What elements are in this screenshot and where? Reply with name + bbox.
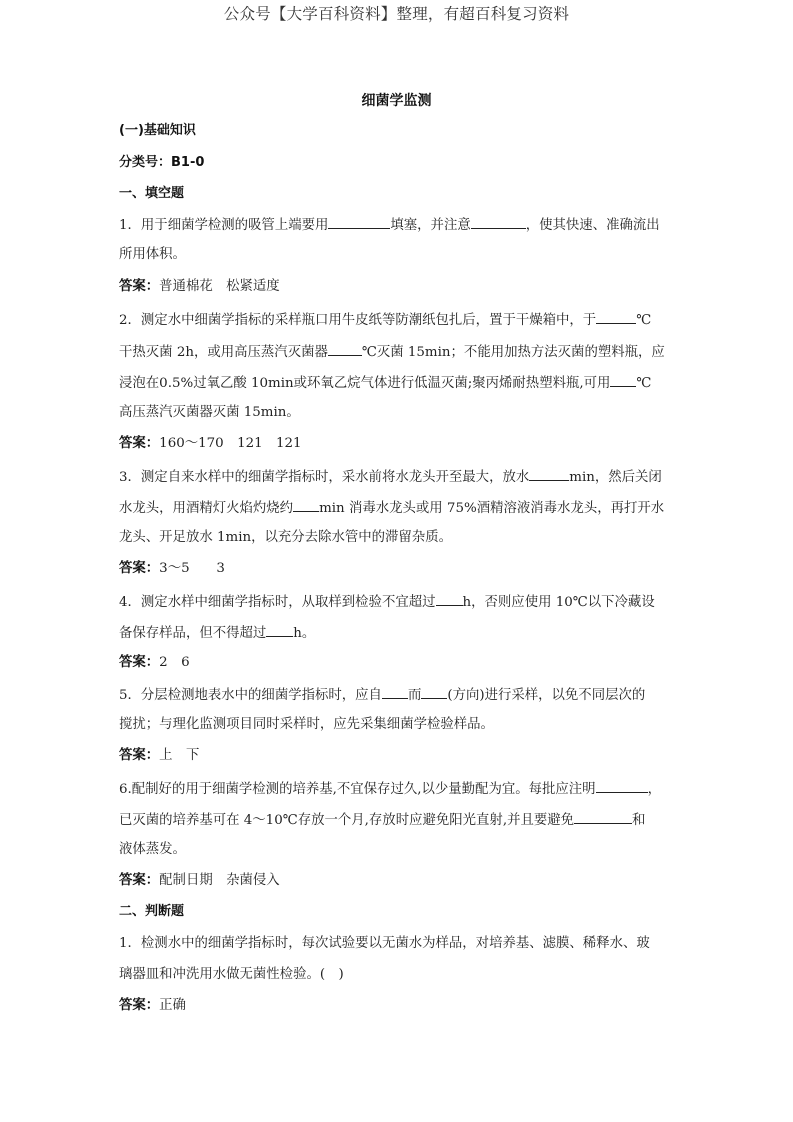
q1-text-a: 1．用于细菌学检测的吸管上端要用: [119, 218, 329, 233]
classification-number: 分类号：B1-0: [119, 155, 205, 170]
q6-blank-1: [596, 779, 648, 793]
q5-line2: 搅扰；与理化监测项目同时采样时，应先采集细菌学检验样品。: [119, 717, 494, 732]
q4-text-a: 4．测定水样中细菌学指标时，从取样到检验不宜超过: [119, 595, 436, 610]
q6-text-c: 已灭菌的培养基可在 4～10℃存放一个月,存放时应避免阳光直射,并且要避免: [119, 813, 575, 828]
q6-blank-2: [574, 810, 632, 824]
q2-text-f: ℃: [636, 376, 652, 391]
answer-label: 答案：: [119, 279, 160, 294]
judge-q1-line1: 1．检测水中的细菌学指标时，每次试验要以无菌水为样品，对培养基、滤膜、稀释水、玻: [119, 936, 650, 951]
q3-line1: [119, 467, 679, 487]
q5-line1: [119, 685, 679, 705]
answer-text: 正确: [159, 998, 186, 1013]
q3-line2: [119, 498, 679, 518]
part1-heading: 一、填空题: [119, 186, 185, 201]
q2-blank-1: [596, 310, 636, 324]
q4-line2: [119, 623, 679, 643]
q1-blank-1: [328, 215, 390, 229]
q6-text-b: ，: [647, 782, 661, 797]
q5-answer: [119, 747, 679, 765]
q1-line1: [119, 215, 679, 235]
answer-text: 上 下: [159, 748, 200, 763]
q2-answer: [119, 435, 679, 453]
q6-line3: 液体蒸发。: [119, 842, 186, 857]
q2-blank-3: [610, 373, 636, 387]
q2-line1: [119, 310, 679, 330]
q6-answer: [119, 872, 679, 890]
q5-text-c: (方向)进行采样，以免不同层次的: [447, 688, 646, 703]
judge-q1-line2: 璃器皿和冲洗用水做无菌性检验。( ): [119, 967, 344, 982]
q4-text-b: h，否则应使用 10℃以下冷藏设: [462, 595, 655, 610]
answer-label: 答案：: [119, 748, 160, 763]
page-header-watermark: 公众号【大学百科资料】整理，有超百科复习资料: [223, 5, 570, 23]
part2-heading: 二、判断题: [119, 904, 185, 919]
answer-label: 答案：: [119, 561, 160, 576]
q5-blank-2: [421, 685, 447, 699]
answer-text: 普通棉花 松紧适度: [159, 279, 280, 294]
q6-line2: [119, 810, 679, 830]
q4-text-d: h。: [293, 626, 316, 641]
answer-label: 答案：: [119, 436, 160, 451]
q6-text-a: 6.配制好的用于细菌学检测的培养基,不宜保存过久,以少量勤配为宜。每批应注明: [119, 782, 596, 797]
q2-text-c: 干热灭菌 2h，或用高压蒸汽灭菌器: [119, 345, 328, 360]
q6-text-d: 和: [632, 813, 646, 828]
q1-text-c: ，使其快速、准确流出: [525, 218, 660, 233]
q1-blank-2: [471, 215, 526, 229]
answer-label: 答案：: [119, 998, 160, 1013]
q2-text-e: 浸泡在0.5%过氧乙酸 10min或环氧乙烷气体进行低温灭菌;聚丙烯耐热塑料瓶,可用: [119, 376, 611, 391]
answer-text: 3～5 3: [159, 561, 225, 576]
q6-line1: [119, 779, 679, 799]
q3-blank-1: [529, 467, 569, 481]
q4-text-c: 备保存样品，但不得超过: [119, 626, 267, 641]
section-heading: (一)基础知识: [119, 123, 196, 138]
q4-blank-1: [436, 592, 463, 606]
q3-text-b: min，然后关闭: [569, 470, 662, 485]
q2-line2: [119, 342, 679, 362]
q3-text-d: min 消毒水龙头或用 75%酒精溶液消毒水龙头，再打开水: [319, 501, 665, 516]
q4-line1: [119, 592, 679, 612]
q5-blank-1: [382, 685, 408, 699]
answer-text: 2 6: [159, 655, 190, 670]
q3-text-a: 3．测定自来水样中的细菌学指标时，采水前将水龙头开至最大，放水: [119, 470, 530, 485]
q2-text-d: ℃灭菌 15min；不能用加热方法灭菌的塑料瓶，应: [361, 345, 665, 360]
answer-text: 160～170 121 121: [159, 436, 302, 451]
answer-text: 配制日期 杂菌侵入: [159, 873, 280, 888]
q3-blank-2: [293, 498, 319, 512]
q3-text-c: 水龙头，用酒精灯火焰灼烧约: [119, 501, 294, 516]
q5-text-a: 5．分层检测地表水中的细菌学指标时，应自: [119, 688, 382, 703]
answer-label: 答案：: [119, 873, 160, 888]
q2-text-b: ℃: [636, 313, 652, 328]
q3-line3: 龙头、开足放水 1min，以充分去除水管中的滞留杂质。: [119, 530, 452, 545]
q1-answer: [119, 278, 679, 296]
q5-text-b: 而: [407, 688, 422, 703]
document-title: 细菌学监测: [361, 93, 432, 109]
q4-blank-2: [266, 623, 293, 637]
answer-label: 答案：: [119, 655, 160, 670]
q1-line2: 所用体积。: [119, 247, 186, 262]
q3-answer: [119, 560, 679, 578]
q2-line3: [119, 373, 679, 393]
q2-line4: 高压蒸汽灭菌器灭菌 15min。: [119, 405, 300, 420]
q1-text-b: 填塞，并注意: [390, 218, 471, 233]
q2-text-a: 2．测定水中细菌学指标的采样瓶口用牛皮纸等防潮纸包扎后，置于干燥箱中，于: [119, 313, 597, 328]
q2-blank-2: [328, 342, 362, 356]
judge-q1-answer: [119, 997, 679, 1015]
q4-answer: [119, 654, 679, 672]
